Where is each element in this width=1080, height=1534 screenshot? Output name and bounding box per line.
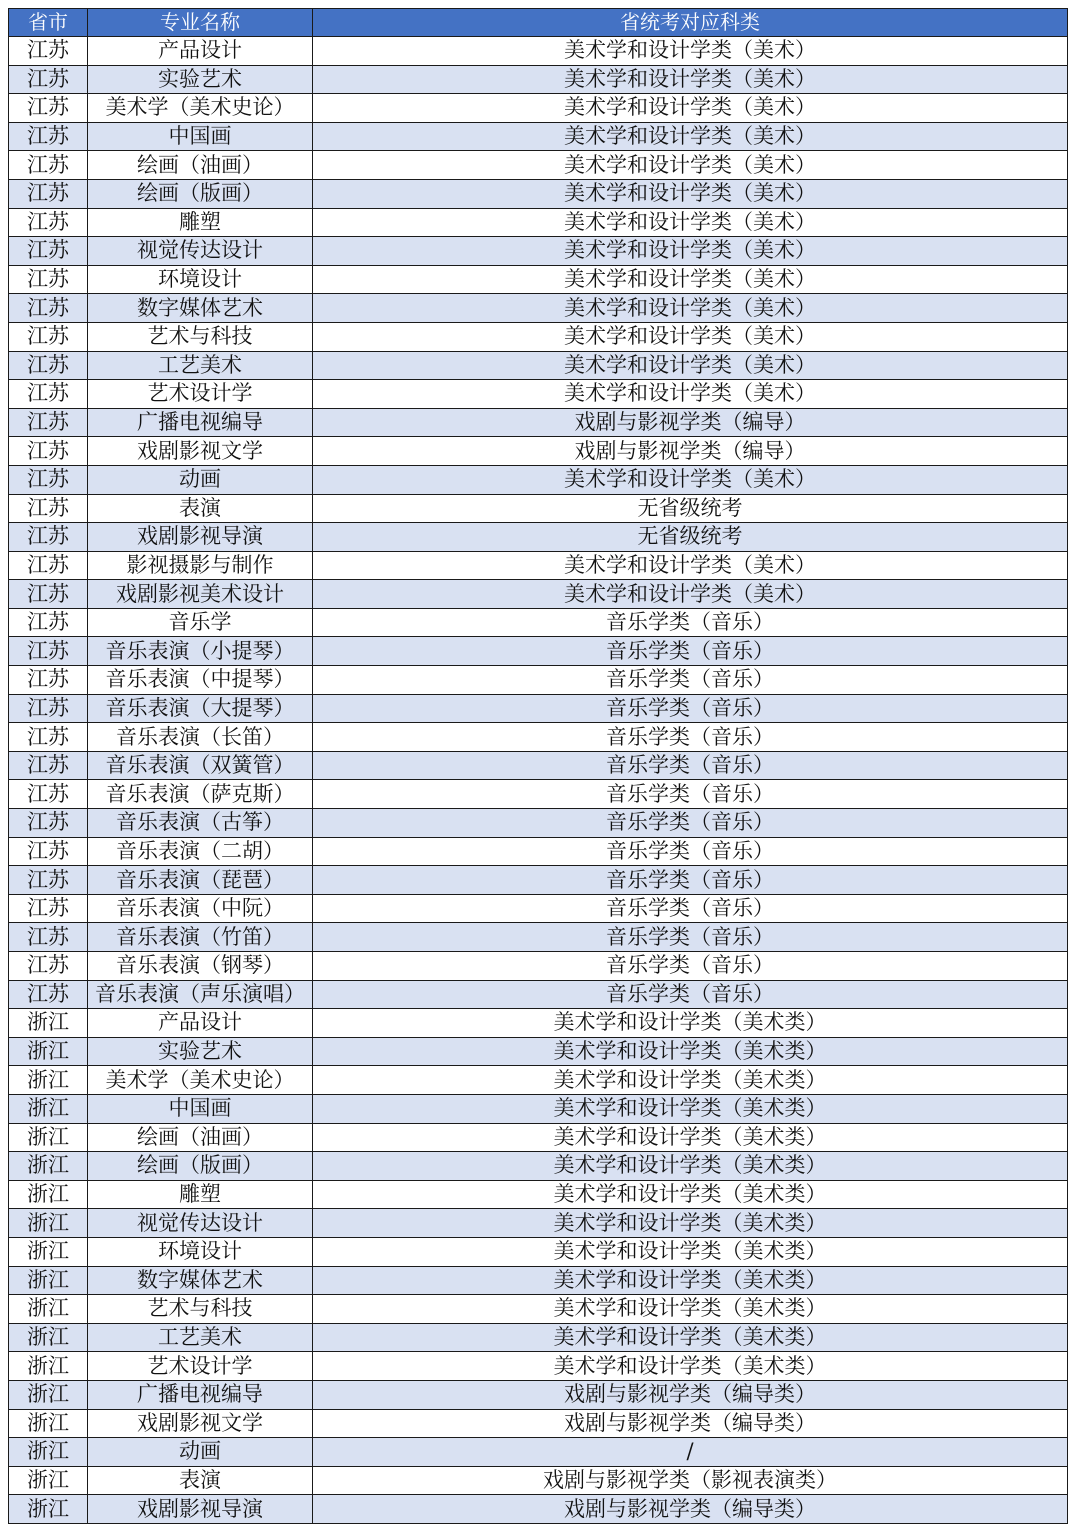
cell-major-name: 产品设计 [88,1009,313,1038]
cell-major-name: 绘画（油画） [88,151,313,180]
cell-province: 江苏 [9,837,88,866]
cell-major-name: 音乐学 [88,608,313,637]
table-row [9,65,1068,94]
cell-major-name: 环境设计 [88,1237,313,1266]
cell-major-name: 音乐表演（中阮） [88,894,313,923]
cell-province: 江苏 [9,151,88,180]
table-row [9,179,1068,208]
cell-exam-category: 音乐学类（音乐） [313,923,1068,952]
cell-province: 江苏 [9,208,88,237]
cell-exam-category: 音乐学类（音乐） [313,780,1068,809]
cell-province: 江苏 [9,809,88,838]
cell-major-name: 数字媒体艺术 [88,1266,313,1295]
table-row [9,1180,1068,1209]
cell-major-name: 视觉传达设计 [88,1209,313,1238]
cell-province: 江苏 [9,694,88,723]
cell-province: 江苏 [9,380,88,409]
cell-major-name: 戏剧影视文学 [88,1409,313,1438]
cell-exam-category: 美术学和设计学类（美术） [313,551,1068,580]
cell-province: 浙江 [9,1466,88,1495]
cell-province: 江苏 [9,666,88,695]
cell-exam-category: 音乐学类（音乐） [313,980,1068,1009]
header-major-name: 专业名称 [88,9,313,37]
cell-major-name: 音乐表演（长笛） [88,723,313,752]
table-row [9,122,1068,151]
cell-major-name: 艺术设计学 [88,1352,313,1381]
cell-province: 江苏 [9,408,88,437]
cell-major-name: 产品设计 [88,37,313,66]
cell-province: 江苏 [9,237,88,266]
cell-exam-category: 美术学和设计学类（美术） [313,380,1068,409]
cell-exam-category: 美术学和设计学类（美术） [313,294,1068,323]
table-row [9,1380,1068,1409]
cell-exam-category: 美术学和设计学类（美术类） [313,1180,1068,1209]
cell-major-name: 戏剧影视导演 [88,1495,313,1524]
table-row [9,437,1068,466]
table-row [9,694,1068,723]
cell-province: 江苏 [9,322,88,351]
cell-exam-category: 美术学和设计学类（美术） [313,208,1068,237]
cell-province: 浙江 [9,1380,88,1409]
cell-province: 江苏 [9,952,88,981]
cell-exam-category: 戏剧与影视学类（编导类） [313,1495,1068,1524]
cell-province: 江苏 [9,923,88,952]
table-row [9,894,1068,923]
cell-province: 浙江 [9,1209,88,1238]
cell-major-name: 影视摄影与制作 [88,551,313,580]
table-row [9,980,1068,1009]
cell-province: 江苏 [9,265,88,294]
table-row [9,780,1068,809]
table-row [9,294,1068,323]
cell-major-name: 中国画 [88,122,313,151]
cell-major-name: 绘画（版画） [88,1152,313,1181]
cell-major-name: 艺术与科技 [88,1295,313,1324]
table-row [9,551,1068,580]
cell-exam-category: 美术学和设计学类（美术） [313,65,1068,94]
table-row [9,666,1068,695]
cell-major-name: 中国画 [88,1094,313,1123]
cell-major-name: 动画 [88,465,313,494]
table-row [9,1123,1068,1152]
cell-major-name: 音乐表演（琵琶） [88,866,313,895]
table-row [9,837,1068,866]
cell-province: 浙江 [9,1352,88,1381]
table-row [9,1152,1068,1181]
cell-major-name: 雕塑 [88,1180,313,1209]
header-exam-category: 省统考对应科类 [313,9,1068,37]
cell-exam-category: 音乐学类（音乐） [313,694,1068,723]
table-row [9,1266,1068,1295]
cell-exam-category: 美术学和设计学类（美术） [313,237,1068,266]
cell-province: 江苏 [9,523,88,552]
cell-major-name: 音乐表演（古筝） [88,809,313,838]
specialty-table [8,8,1068,1524]
cell-province: 江苏 [9,37,88,66]
cell-exam-category: 美术学和设计学类（美术类） [313,1295,1068,1324]
cell-province: 江苏 [9,437,88,466]
table-row [9,494,1068,523]
cell-province: 浙江 [9,1152,88,1181]
cell-exam-category: 美术学和设计学类（美术） [313,37,1068,66]
cell-province: 江苏 [9,65,88,94]
cell-major-name: 实验艺术 [88,1037,313,1066]
cell-major-name: 广播电视编导 [88,1380,313,1409]
cell-major-name: 绘画（版画） [88,179,313,208]
cell-exam-category: 美术学和设计学类（美术） [313,465,1068,494]
cell-exam-category: 美术学和设计学类（美术） [313,265,1068,294]
cell-exam-category: 戏剧与影视学类（编导） [313,437,1068,466]
cell-major-name: 绘画（油画） [88,1123,313,1152]
cell-province: 江苏 [9,94,88,123]
cell-major-name: 艺术设计学 [88,380,313,409]
table-row [9,809,1068,838]
cell-exam-category: 戏剧与影视学类（编导） [313,408,1068,437]
cell-major-name: 实验艺术 [88,65,313,94]
cell-exam-category: 美术学和设计学类（美术） [313,179,1068,208]
cell-province: 浙江 [9,1495,88,1524]
table-row [9,580,1068,609]
cell-province: 浙江 [9,1009,88,1038]
cell-province: 江苏 [9,122,88,151]
cell-major-name: 表演 [88,494,313,523]
table-row [9,1438,1068,1467]
table-row [9,866,1068,895]
cell-exam-category: 美术学和设计学类（美术） [313,580,1068,609]
cell-major-name: 戏剧影视导演 [88,523,313,552]
cell-province: 江苏 [9,465,88,494]
cell-exam-category: 音乐学类（音乐） [313,637,1068,666]
cell-province: 浙江 [9,1094,88,1123]
cell-province: 江苏 [9,580,88,609]
cell-exam-category: 美术学和设计学类（美术） [313,351,1068,380]
cell-exam-category: 音乐学类（音乐） [313,751,1068,780]
cell-exam-category: / [313,1438,1068,1467]
cell-province: 江苏 [9,294,88,323]
cell-major-name: 音乐表演（声乐演唱） [88,980,313,1009]
cell-exam-category: 美术学和设计学类（美术类） [313,1209,1068,1238]
table-row [9,1495,1068,1524]
table-row [9,1037,1068,1066]
cell-exam-category: 音乐学类（音乐） [313,608,1068,637]
cell-exam-category: 无省级统考 [313,523,1068,552]
cell-exam-category: 音乐学类（音乐） [313,837,1068,866]
cell-major-name: 表演 [88,1466,313,1495]
table-row [9,637,1068,666]
table-row [9,608,1068,637]
table-row [9,237,1068,266]
cell-exam-category: 音乐学类（音乐） [313,723,1068,752]
table-row [9,751,1068,780]
cell-major-name: 音乐表演（萨克斯） [88,780,313,809]
cell-exam-category: 美术学和设计学类（美术类） [313,1066,1068,1095]
table-row [9,151,1068,180]
cell-exam-category: 戏剧与影视学类（编导类） [313,1380,1068,1409]
header-province: 省市 [9,9,88,37]
table-row [9,322,1068,351]
cell-exam-category: 美术学和设计学类（美术类） [313,1009,1068,1038]
cell-province: 江苏 [9,494,88,523]
cell-province: 江苏 [9,551,88,580]
table-row [9,408,1068,437]
cell-province: 浙江 [9,1266,88,1295]
cell-province: 浙江 [9,1123,88,1152]
cell-province: 江苏 [9,179,88,208]
table-row [9,37,1068,66]
cell-exam-category: 美术学和设计学类（美术类） [313,1094,1068,1123]
cell-major-name: 美术学（美术史论） [88,1066,313,1095]
cell-major-name: 音乐表演（中提琴） [88,666,313,695]
table-row [9,380,1068,409]
table-row [9,94,1068,123]
cell-province: 江苏 [9,608,88,637]
cell-major-name: 戏剧影视文学 [88,437,313,466]
cell-province: 浙江 [9,1438,88,1467]
cell-major-name: 音乐表演（双簧管） [88,751,313,780]
cell-major-name: 艺术与科技 [88,322,313,351]
header-row [9,9,1068,37]
table-row [9,1409,1068,1438]
table-row [9,465,1068,494]
cell-province: 江苏 [9,894,88,923]
cell-major-name: 工艺美术 [88,351,313,380]
cell-province: 江苏 [9,723,88,752]
cell-major-name: 音乐表演（大提琴） [88,694,313,723]
table-row [9,265,1068,294]
cell-province: 浙江 [9,1323,88,1352]
cell-exam-category: 音乐学类（音乐） [313,666,1068,695]
cell-province: 浙江 [9,1237,88,1266]
table-row [9,952,1068,981]
cell-exam-category: 美术学和设计学类（美术） [313,322,1068,351]
cell-exam-category: 美术学和设计学类（美术） [313,94,1068,123]
table-row [9,1066,1068,1095]
cell-exam-category: 美术学和设计学类（美术类） [313,1123,1068,1152]
cell-major-name: 视觉传达设计 [88,237,313,266]
table-body [9,37,1068,1524]
cell-province: 江苏 [9,637,88,666]
cell-major-name: 音乐表演（二胡） [88,837,313,866]
cell-exam-category: 美术学和设计学类（美术类） [313,1266,1068,1295]
table-row [9,1295,1068,1324]
cell-exam-category: 无省级统考 [313,494,1068,523]
cell-exam-category: 美术学和设计学类（美术类） [313,1152,1068,1181]
table-row [9,1209,1068,1238]
cell-exam-category: 戏剧与影视学类（编导类） [313,1409,1068,1438]
cell-province: 江苏 [9,866,88,895]
cell-exam-category: 音乐学类（音乐） [313,894,1068,923]
cell-major-name: 数字媒体艺术 [88,294,313,323]
table-row [9,208,1068,237]
table-row [9,1237,1068,1266]
cell-major-name: 音乐表演（钢琴） [88,952,313,981]
cell-exam-category: 美术学和设计学类（美术类） [313,1237,1068,1266]
cell-major-name: 工艺美术 [88,1323,313,1352]
table-row [9,1009,1068,1038]
cell-exam-category: 美术学和设计学类（美术类） [313,1352,1068,1381]
cell-exam-category: 音乐学类（音乐） [313,809,1068,838]
cell-exam-category: 音乐学类（音乐） [313,952,1068,981]
table-row [9,1352,1068,1381]
cell-major-name: 音乐表演（竹笛） [88,923,313,952]
cell-major-name: 戏剧影视美术设计 [88,580,313,609]
cell-province: 浙江 [9,1037,88,1066]
table-row [9,523,1068,552]
cell-province: 江苏 [9,780,88,809]
cell-province: 江苏 [9,351,88,380]
cell-major-name: 雕塑 [88,208,313,237]
cell-exam-category: 美术学和设计学类（美术） [313,122,1068,151]
cell-exam-category: 音乐学类（音乐） [313,866,1068,895]
cell-exam-category: 美术学和设计学类（美术） [313,151,1068,180]
table-row [9,1094,1068,1123]
cell-major-name: 音乐表演（小提琴） [88,637,313,666]
table-row [9,1323,1068,1352]
cell-exam-category: 戏剧与影视学类（影视表演类） [313,1466,1068,1495]
cell-major-name: 环境设计 [88,265,313,294]
cell-exam-category: 美术学和设计学类（美术类） [313,1323,1068,1352]
cell-province: 浙江 [9,1409,88,1438]
cell-province: 浙江 [9,1295,88,1324]
cell-major-name: 动画 [88,1438,313,1467]
cell-province: 浙江 [9,1066,88,1095]
cell-exam-category: 美术学和设计学类（美术类） [313,1037,1068,1066]
table-row [9,351,1068,380]
cell-province: 江苏 [9,751,88,780]
table-row [9,723,1068,752]
cell-province: 浙江 [9,1180,88,1209]
table-row [9,923,1068,952]
cell-major-name: 美术学（美术史论） [88,94,313,123]
cell-province: 江苏 [9,980,88,1009]
table-row [9,1466,1068,1495]
cell-major-name: 广播电视编导 [88,408,313,437]
